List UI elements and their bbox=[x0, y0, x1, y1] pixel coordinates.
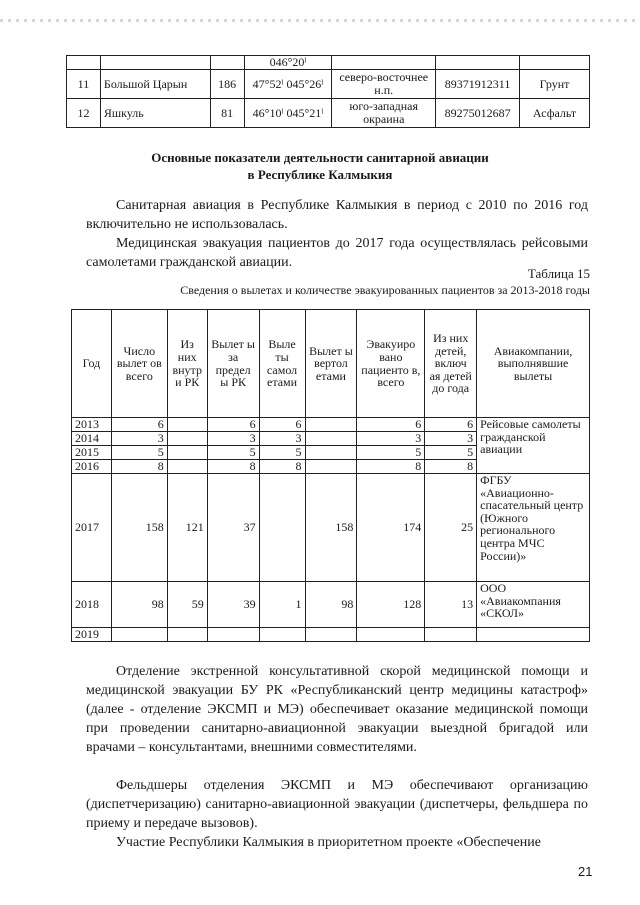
table-header-row bbox=[72, 310, 590, 418]
header-cell: Число вылет ов всего bbox=[111, 310, 167, 418]
header-cell: Авиакомпании, выполнявшие вылеты bbox=[477, 310, 590, 418]
table-row: 2017 158 121 37 158 174 25 ФГБУ «Авиационно-спасательный центр (Южного регионального центра МЧС России)» bbox=[72, 474, 590, 582]
header-cell: Вылет ы вертол етами bbox=[305, 310, 357, 418]
table-row: 2019 bbox=[72, 628, 590, 642]
table-row: 12 Яшкуль 81 46°10ˡ 045°21ˡ юго-западная окраина 89275012687 Асфальт bbox=[67, 99, 590, 128]
header-cell: Эвакуиро вано пациенто в, всего bbox=[357, 310, 425, 418]
paragraph: Отделение экстренной консультативной скорой медицинской помощи и медицинской эвакуации БУ РК «Республиканский центр медицины катастроф» (далее - отделение ЭКСМП и МЭ) обеспечивает оказание медицинской помощи при проведении санитарно-авиационной эвакуации выездной бригадой или врачами – консультантами, внешними совместителями. bbox=[86, 664, 588, 755]
header-cell: Из них внутр и РК bbox=[167, 310, 207, 418]
scan-artifact bbox=[0, 19, 640, 22]
table-label: Таблица 15 bbox=[527, 266, 590, 281]
page-number: 21 bbox=[578, 864, 593, 879]
section-title-line2: в Республике Калмыкия bbox=[247, 167, 393, 182]
table-row: 2013 6 6 6 6 6 Рейсовые самолеты гражданской авиации bbox=[72, 418, 590, 432]
table-row: 2016 8 8 8 8 8 bbox=[72, 460, 590, 474]
table-row: 11 Большой Царын 186 47°52ˡ 045°26ˡ северо-восточнее н.п. 89371912311 Грунт bbox=[67, 70, 590, 99]
header-cell: Выле ты самол етами bbox=[259, 310, 305, 418]
header-cell: Из них детей, включ ая детей до года bbox=[425, 310, 477, 418]
paragraph: Участие Республики Калмыкия в приоритетном проекте «Обеспечение bbox=[116, 835, 541, 850]
header-cell: Вылет ы за предел ы РК bbox=[207, 310, 259, 418]
airline-cell: Рейсовые самолеты гражданской авиации bbox=[477, 418, 590, 474]
table-row: 2015 5 5 5 5 5 bbox=[72, 446, 590, 460]
airline-cell: ООО «Авиакомпания «СКОЛ» bbox=[477, 582, 590, 628]
paragraph: Фельдшеры отделения ЭКСМП и МЭ обеспечивают организацию (диспетчеризацию) санитарно-авиационной эвакуации (диспетчеры, фельдшера по приему и передаче вызовов). bbox=[86, 778, 588, 831]
header-cell: Год bbox=[72, 310, 112, 418]
table-caption: Сведения о вылетах и количестве эвакуированных пациентов за 2013-2018 годы bbox=[180, 283, 590, 297]
airfield-table bbox=[66, 55, 590, 128]
table-row: 2018 98 59 39 1 98 128 13 ООО «Авиакомпания «СКОЛ» bbox=[72, 582, 590, 628]
paragraph: Санитарная авиация в Республике Калмыкия в период с 2010 по 2016 год включительно не использовалась. bbox=[86, 198, 588, 232]
airline-cell: ФГБУ «Авиационно-спасательный центр (Южного регионального центра МЧС России)» bbox=[477, 474, 590, 582]
flights-table bbox=[71, 309, 590, 642]
table-row: 2014 3 3 3 3 3 bbox=[72, 432, 590, 446]
paragraph: Медицинская эвакуация пациентов до 2017 года осуществлялась рейсовыми самолетами гражданской авиации. bbox=[86, 236, 588, 270]
section-title-line1: Основные показатели деятельности санитарной авиации bbox=[151, 150, 489, 165]
table-row: 046°20ˡ bbox=[67, 56, 590, 70]
